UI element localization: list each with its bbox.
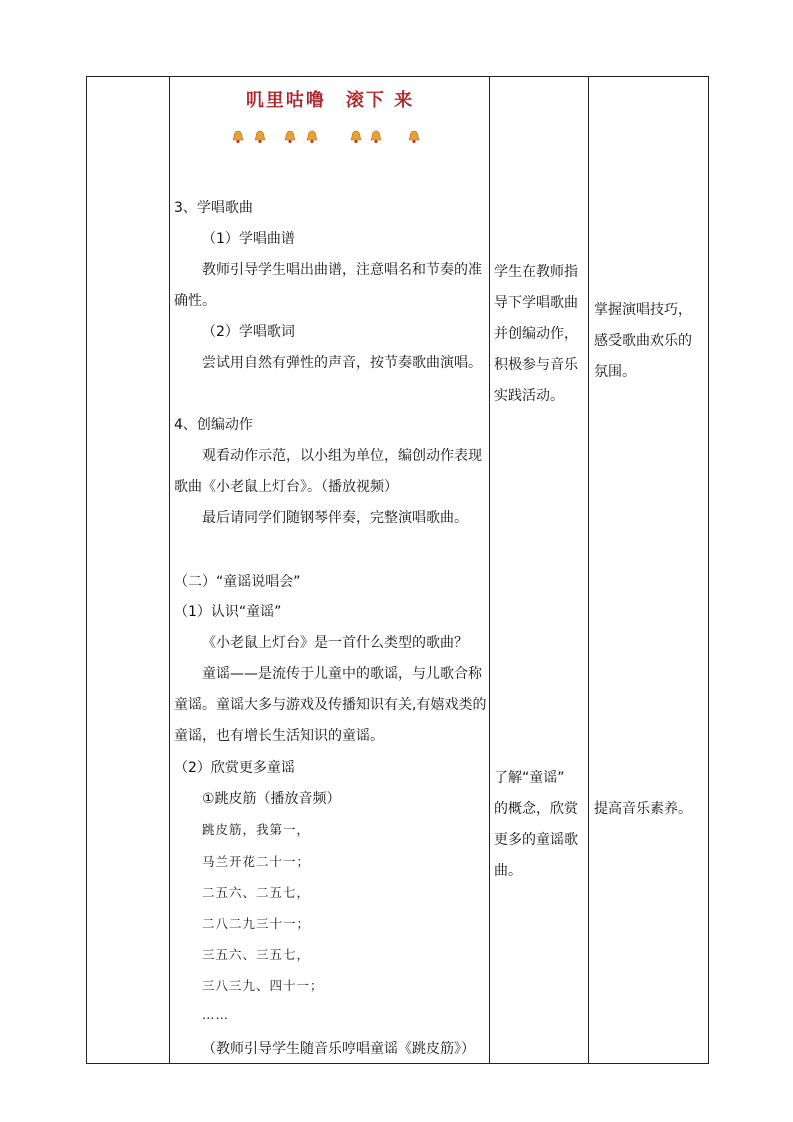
section-4-body-line3: 最后请同学们随钢琴伴奏，完整演唱歌曲。 [202,510,468,526]
part-2-1-body-line2: 童谣。童谣大多与游戏及传播知识有关,有嬉戏类的 [174,697,487,713]
section-3-1-body-line1: 教师引导学生唱出曲谱，注意唱名和节奏的准 [202,262,482,278]
table-border-top [86,76,709,77]
section-4-body-line2: 歌曲《小老鼠上灯台》。（播放视频） [174,479,398,495]
part-2-1-question: 《小老鼠上灯台》是一首什么类型的歌曲？ [202,635,468,651]
part-2-1-heading: （1）认识“童谣” [174,604,282,620]
student-activity-line: 导下学唱歌曲 [494,295,578,311]
design-goal-block [594,295,692,388]
song-title: 叽里咕噜 滚下 来 [245,90,415,111]
section-4-heading: 4、创编动作 [174,417,253,433]
table-divider-2 [489,76,490,1064]
design-goal-line: 提高音乐素养。 [594,801,692,817]
student-activity-line: 曲。 [494,863,522,879]
section-3-1-body-line2: 确性。 [174,293,216,309]
music-bell-icon [232,130,244,144]
student-activity-block [494,257,578,412]
student-activity-line: 学生在教师指 [494,264,578,280]
section-3-1-heading: （1）学唱曲谱 [202,231,295,247]
student-activity-line: 积极参与音乐 [494,357,578,373]
section-4-body-line1: 观看动作示范，以小组为单位，编创动作表现 [202,448,482,464]
part-2-1-body-line3: 童谣，也有增长生活知识的童谣。 [174,728,384,744]
student-activity-line: 实践活动。 [494,388,564,404]
student-activity-line: 了解“童谣” [494,770,565,786]
part-2-2-heading: （2）欣赏更多童谣 [174,760,295,776]
music-bell-icon [306,130,318,144]
student-activity-block [494,763,578,887]
music-bell-icon [370,130,382,144]
part-2-2-guide: （教师引导学生随音乐哼唱童谣《跳皮筋》） [202,1041,475,1057]
part-2-1-body-line1: 童谣——是流传于儿童中的歌谣，与儿歌合称 [202,666,482,682]
poem-line: 三五六、三五七， [202,947,311,962]
poem-line: 二五六、二五七， [202,885,311,900]
music-bell-icon [408,130,420,144]
music-bell-icon [254,130,266,144]
poem-line: 三八三九、四十一； [202,978,324,993]
music-bell-icon [284,130,296,144]
poem-line: 马兰开花二十一； [202,854,311,869]
poem-line: …… [202,1007,229,1022]
music-bell-icon [350,130,362,144]
table-border-bottom [86,1063,709,1064]
table-divider-1 [169,76,170,1064]
table-border-left [86,76,87,1064]
design-goal-line: 氛围。 [594,364,636,380]
design-goal-line: 感受歌曲欢乐的 [594,333,692,349]
poem-line: 跳皮筋，我第一， [202,822,311,837]
student-activity-line: 的概念，欣赏 [494,801,578,817]
section-3-2-body: 尝试用自然有弹性的声音，按节奏歌曲演唱。 [202,355,482,371]
section-3-2-heading: （2）学唱歌词 [202,324,295,340]
design-goal-block [594,794,692,825]
poem-line: 二八二九三十一； [202,916,311,931]
part-2-2-song: ①跳皮筋（播放音频） [202,791,341,807]
section-3-heading: 3、学唱歌曲 [174,200,253,216]
student-activity-line: 更多的童谣歌 [494,832,578,848]
table-border-right [708,76,709,1064]
table-divider-3 [588,76,589,1064]
design-goal-line: 掌握演唱技巧， [594,302,692,318]
part-2-heading: （二）“童谣说唱会” [174,574,301,590]
student-activity-line: 并创编动作， [494,326,578,342]
